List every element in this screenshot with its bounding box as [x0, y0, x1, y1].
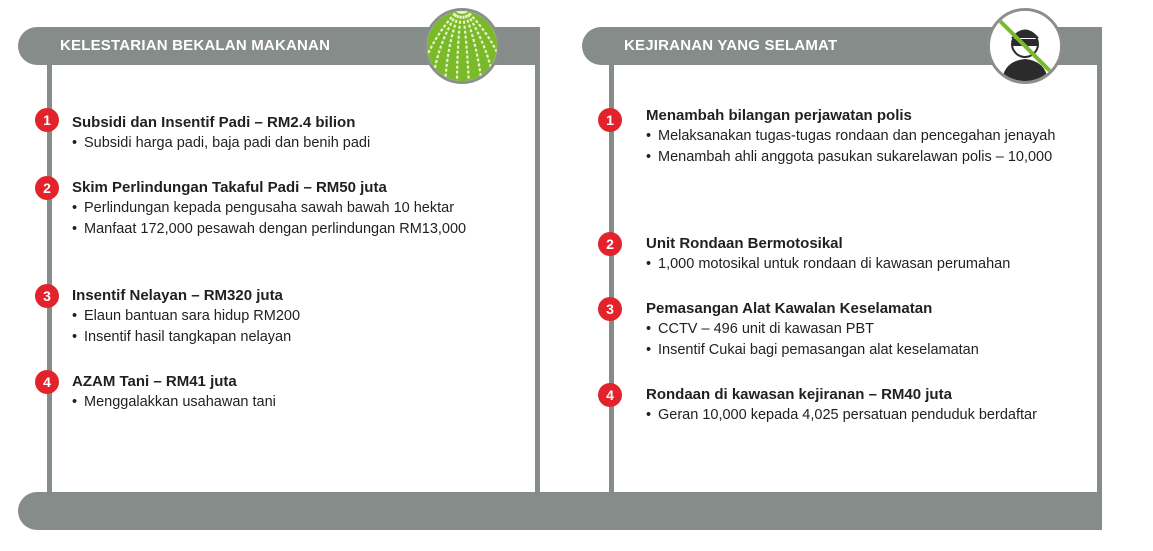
left-item-4-title: AZAM Tani – RM41 juta: [72, 373, 237, 390]
left-panel-right-border: [535, 60, 540, 500]
left-item-3-bullet-2: • Insentif hasil tangkapan nelayan: [72, 327, 527, 348]
right-item-3: [646, 298, 1086, 361]
paddy-field-icon: [424, 8, 500, 84]
right-item-2-bullet-1: • 1,000 motosikal untuk rondaan di kawasan perumahan: [646, 254, 1086, 275]
left-item-2-bullet-1: • Perlindungan kepada pengusaha sawah bawah 10 hektar: [72, 198, 527, 219]
right-item-1-bullet-1: • Melaksanakan tugas-tugas rondaan dan pencegahan jenayah: [646, 126, 1078, 147]
left-item-1-number: 1: [35, 108, 59, 132]
left-item-2-number: 2: [35, 176, 59, 200]
right-item-4-title: Rondaan di kawasan kejiranan – RM40 juta: [646, 386, 952, 403]
right-item-3-title: Pemasangan Alat Kawalan Keselamatan: [646, 300, 933, 317]
right-item-3-bullet-1: • CCTV – 496 unit di kawasan PBT: [646, 319, 1086, 340]
left-item-3: [72, 285, 527, 348]
right-item-4-number: 4: [598, 383, 622, 407]
left-item-2: [72, 177, 527, 240]
right-panel-right-border: [1097, 60, 1102, 500]
right-item-1-bullet-2: • Menambah ahli anggota pasukan sukarelawan polis – 10,000: [646, 147, 1078, 168]
right-item-3-bullet-2: • Insentif Cukai bagi pemasangan alat keselamatan: [646, 340, 1086, 361]
right-item-2-number: 2: [598, 232, 622, 256]
left-item-3-title: Insentif Nelayan – RM320 juta: [72, 287, 283, 304]
right-item-4: [646, 384, 1086, 426]
left-item-2-bullet-2: • Manfaat 172,000 pesawah dengan perlindungan RM13,000: [72, 219, 479, 240]
right-item-2-title: Unit Rondaan Bermotosikal: [646, 235, 843, 252]
burglar-graphic: [990, 11, 1060, 81]
right-item-1-number: 1: [598, 108, 622, 132]
paddy-field-graphic: [427, 11, 497, 81]
right-item-4-bullet-1: • Geran 10,000 kepada 4,025 persatuan penduduk berdaftar: [646, 405, 1058, 426]
left-item-1-title: Subsidi dan Insentif Padi – RM2.4 bilion: [72, 114, 356, 131]
left-item-1-bullet-1: • Subsidi harga padi, baja padi dan benih padi: [72, 133, 527, 154]
left-item-2-title: Skim Perlindungan Takaful Padi – RM50 juta: [72, 179, 387, 196]
right-item-2: [646, 233, 1086, 275]
right-item-1-title: Menambah bilangan perjawatan polis: [646, 107, 912, 124]
left-item-3-bullet-1: • Elaun bantuan sara hidup RM200: [72, 306, 527, 327]
left-item-1: [72, 112, 527, 154]
bottom-frame-bar: [18, 492, 1102, 530]
left-panel-title: KELESTARIAN BEKALAN MAKANAN: [60, 37, 331, 54]
right-panel-title: KEJIRANAN YANG SELAMAT: [624, 37, 838, 54]
left-item-4: [72, 371, 527, 413]
left-item-4-number: 4: [35, 370, 59, 394]
left-item-3-number: 3: [35, 284, 59, 308]
left-item-4-bullet-1: • Menggalakkan usahawan tani: [72, 392, 527, 413]
no-burglar-icon: [987, 8, 1063, 84]
right-item-1: [646, 105, 1076, 168]
right-item-3-number: 3: [598, 297, 622, 321]
